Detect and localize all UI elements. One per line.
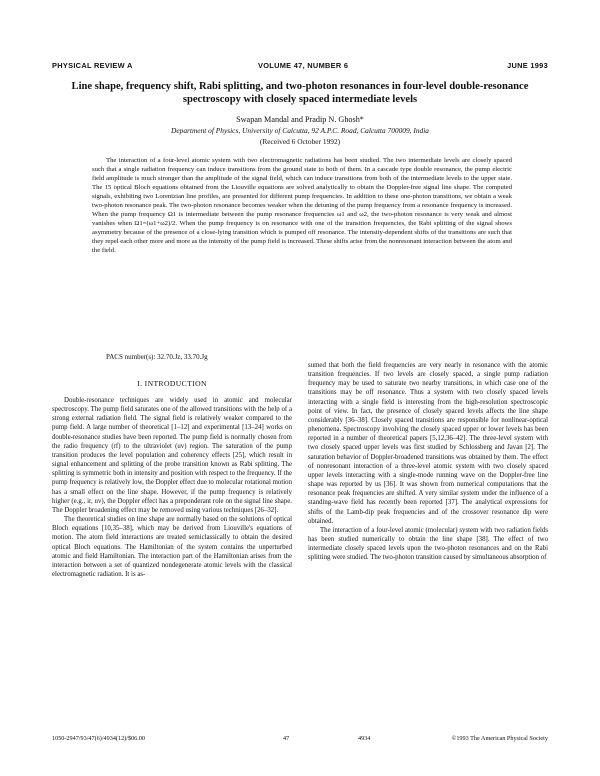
paragraph: The theoretical studies on line shape are normally based on the solutions of optical Bloch equations [10,35–38], which may be derived from Liouville's equations of motion. The atom field interactions are treated semiclassically to obtain the desired optical Bloch equations. The Hamiltonian of the system contains the unperturbed atomic and field Hamiltonian. The interaction part of the Hamiltonian arises from the interaction between a set of quantized nondegenerate atomic levels with the classical electromagnetic radiation. It is as-	[52, 516, 292, 578]
page-footer	[52, 735, 548, 745]
copyright: ©1993 The American Physical Society	[451, 735, 548, 742]
running-header	[52, 61, 548, 73]
abstract: The interaction of a four-level atomic system with two electromagnetic radiations has been studied. The two intermediate levels are closely spaced such that a single radiation frequency can induce transitions from the ground state to both of them. In a cascade type double resonance, the pump electric field amplitude is much stronger than the amplitude of the signal field, which can induce transitions from both of the intermediate levels to the upper state. The 15 optical Bloch equations obtained from the Liouville equations are solved analytically to obtain the Doppler-free signal line shape. The computed signals, exhibiting two Lorentzian line profiles, are presented for different pump frequencies. In addition to these one-photon transitions, we obtain a weak two-photon resonance peak. The two-photon resonance becomes weaker when the detuning of the pump frequency from a resonance frequency is increased. When the pump frequency Ω1 is intermediate between the pump resonance frequencies ω1 and ω2, the two-photon resonance is very weak and almost vanishes when Ω1=(ω1+ω2)/2. When the pump frequency is on resonance with one of the transition frequencies, the Rabi splitting of the signal shows asymmetry because of the presence of a close-lying transition which is pumped off resonance. The intensity-dependent shifts of the transitions are such that they repel each other more and more as the intensity of the pump field is increased. These shifts arise from the nonresonant interaction between the atom and the field.	[92, 157, 512, 255]
section-heading: I. INTRODUCTION	[137, 379, 207, 388]
right-column	[308, 361, 548, 562]
paragraph: sumed that both the field frequencies are very nearly in resonance with the atomic transition frequencies. If two levels are closely spaced, a single pump radiation frequency may be used to saturate two nearby transitions, in which case one of the transitions may be off resonance. Thus a system with two closely spaced levels interacting with a single field is interesting from the high-resolution spectroscopic point of view. In fact, the presence of closely spaced levels affects the line shape considerably [36–38]. Closely spaced transitions are responsible for nonlinear-optical phenomena. Spectroscopy involving the closely spaced upper or lower levels has been reported in a number of theoretical papers [5,12,36–42]. The three-level system with two closely spaced upper levels was first studied by Schlossberg and Javan [2]. The saturation behavior of Doppler-broadened transitions was obtained by them. The effect of nonresonant interaction of a three-level atomic system with two closely spaced upper levels interacting with a single-mode running wave on the Doppler-free line shape was reported by us [36]. It was shown from numerical computations that the resonance peak frequencies are shifted. A very similar system under the influence of a standing-wave field has recently been reported [37]. The analytical expressions for shifts of the Lamb-dip peak frequencies and of the crossover resonance dip were obtained.	[308, 362, 548, 525]
pacs-numbers: PACS number(s): 32.70.Jz, 33.70.Jg	[106, 353, 208, 361]
issue-date: JUNE 1993	[507, 61, 548, 70]
journal-name: PHYSICAL REVIEW A	[52, 61, 133, 70]
author-list: Swapan Mandal and Pradip N. Ghosh*	[236, 115, 364, 124]
affiliation: Department of Physics, University of Calcutta, 92 A.P.C. Road, Calcutta 700009, India	[171, 126, 429, 135]
left-column	[52, 396, 292, 579]
paragraph: Double-resonance techniques are widely used in atomic and molecular spectroscopy. The pump field saturates one of the allowed transitions with the help of a strong external radiation field. The signal field is relatively weaker compared to the pump field. A large number of theoretical [1–12] and experimental [13–24] works on double-resonance studies have been reported. The pump field is normally chosen from the radio frequency (rf) to the ultraviolet (uv) region. The saturation of the pump transition produces the level population and coherency effects [25], which result in signal enhancement and splitting of the probe transition known as Rabi splitting. The splitting is symmetric both in intensity and position with respect to the frequency. If the pump frequency is relatively low, the Doppler effect due to molecular rotational motion has a small effect on the line shape. However, if the pump frequency is relatively higher (e.g., ir, uv), the Doppler effect has a preponderant role on the signal line shape. The Doppler broadening effect may be removed using various techniques [26–32].	[52, 397, 292, 514]
paragraph: The interaction of a four-level atomic (molecular) system with two radiation fields has been studied numerically to obtain the line shape [38]. The effect of two intermediate closely spaced levels upon the two-photon resonances and on the Rabi splitting were studied. The two-photon transition caused by simultaneous absorption of	[308, 526, 548, 562]
received-date: (Received 6 October 1992)	[259, 137, 341, 146]
volume-number: VOLUME 47, NUMBER 6	[258, 61, 349, 70]
article-code: 1050-2947/93/47(6)/4934(12)/$06.00	[52, 735, 145, 742]
paper-title: Line shape, frequency shift, Rabi splitting, and two-photon resonances in four-level double-resonance spectroscopy with closely spaced intermediate levels	[71, 81, 529, 105]
footer-volume: 47	[283, 735, 290, 742]
page-number: 4934	[358, 735, 371, 742]
